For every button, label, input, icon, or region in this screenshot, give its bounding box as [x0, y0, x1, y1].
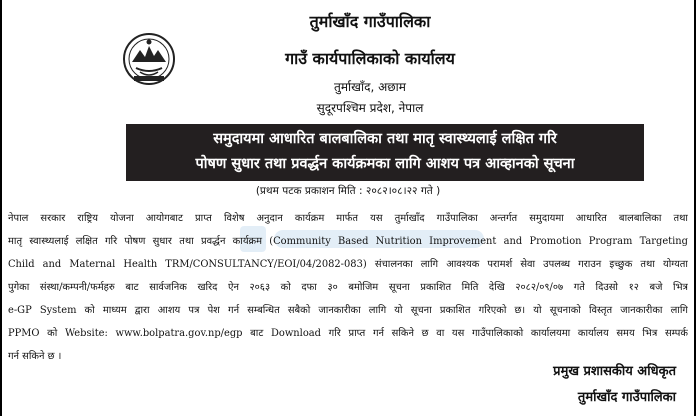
banner-line-1: समुदायमा आधारित बालबालिका तथा मातृ स्वास्थ्यलाई लक्षित गरि: [213, 131, 557, 147]
office-name: गाउँ कार्यपालिकाको कार्यालय: [285, 49, 455, 68]
municipality-name: तुर्माखाँद गाउँपालिका: [309, 12, 431, 31]
notice-body: [8, 207, 688, 368]
province-name: सुदूरपश्चिम प्रदेश, नेपाल: [316, 101, 424, 115]
body-line: गर्न सकिने छ ।: [8, 351, 62, 362]
office-location: तुर्माखाँद, अछाम: [334, 80, 406, 94]
body-line: e-GP System को माध्यम द्वारा आशय पत्र पेश गर्न सम्बन्धित सबैको जानकारीका लागि यो सूचना प्रकाशित गरिएको छ। यो सूचनाको विस्तृत जानकारीका लागि: [8, 305, 688, 316]
nepal-government-emblem-icon: [122, 32, 176, 86]
publication-date: (प्रथम पटक प्रकाशन मिति : २०८२।०८।२२ गते ): [255, 185, 441, 197]
body-line: मातृ स्वास्थ्यलाई लक्षित गरि पोषण सुधार तथा प्रवर्द्धन कार्यक्रम (Community Based Nutrition Improvement and Promotion Program Targeting: [8, 236, 688, 247]
left-border: [0, 0, 2, 416]
notice-title-banner: [126, 124, 644, 181]
signatory-office: तुर्माखाँद गाउँपालिका: [577, 390, 676, 405]
body-line: PPMO को Website: www.bolpatra.gov.np/egp बाट Download गरि प्राप्त गर्न सकिने छ वा यस गाउँपालिकाको कार्यालयमा कार्यालय समय भित्र सम्पर्क: [8, 328, 688, 339]
body-line: नेपाल सरकार राष्ट्रिय योजना आयोगबाट प्राप्त विशेष अनुदान कार्यक्रम मार्फत यस तुर्माखाँद गाउँपालिका अन्तर्गत समुदायमा आधारित बालबालिका तथा: [8, 213, 688, 224]
body-line: Child and Maternal Health TRM/CONSULTANCY/EOI/04/2082-083) संचालनका लागि आवश्यक परामर्श सेवा उपलब्ध गराउन इच्छुक तथा योग्यता: [8, 259, 688, 270]
body-line: पुगेका संस्था/कम्पनी/फर्महरु बाट सार्वजनिक खरिद ऐन २०६३ को दफा ३० बमोजिम सूचना प्रकाशित मिति देखि २०८२/०९/०७ गते दिउसो १२ बजे भित्र: [8, 282, 688, 293]
banner-line-2: पोषण सुधार तथा प्रवर्द्धन कार्यक्रमका लागि आशय पत्र आव्हानको सूचना: [195, 156, 575, 172]
signatory-title: प्रमुख प्रशासकीय अधिकृत: [553, 364, 676, 379]
